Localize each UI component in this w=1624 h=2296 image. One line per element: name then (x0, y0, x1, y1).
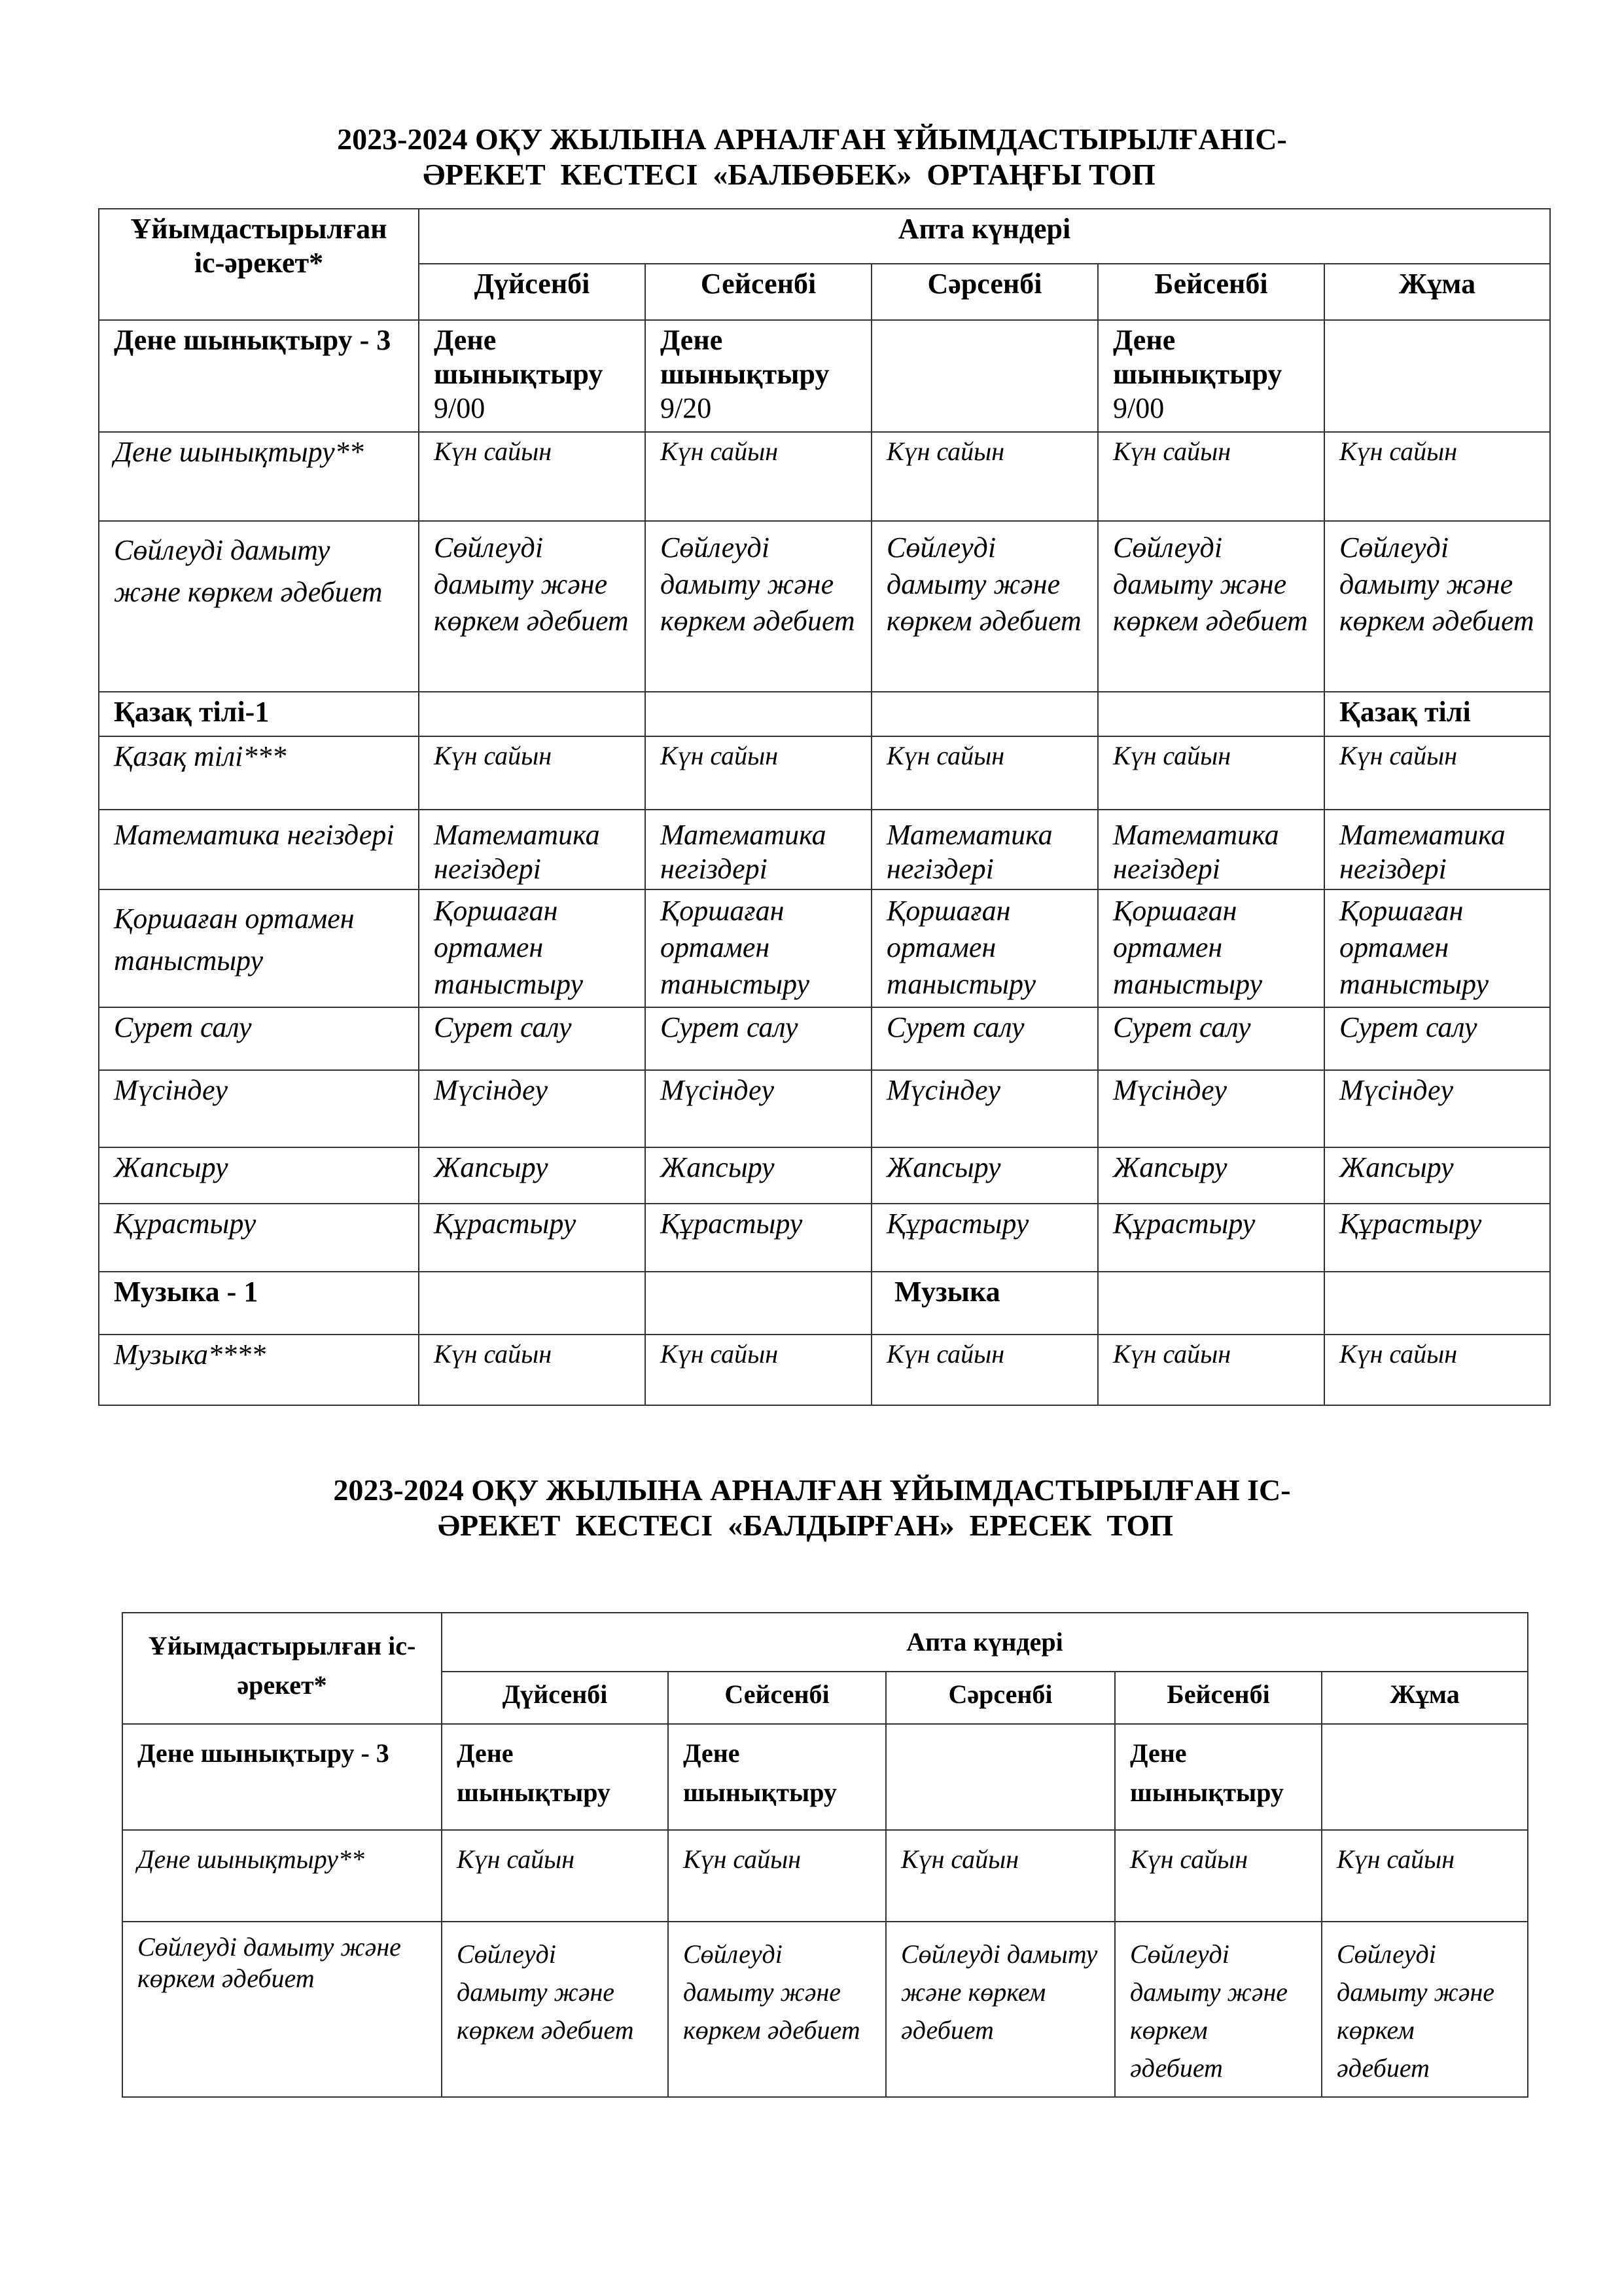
schedule2-day-0: Дүйсенбі (442, 1672, 668, 1724)
cell: Күн сайын (1098, 736, 1324, 810)
cell: Сөйлеуді дамыту және көркем әдебиет (1324, 521, 1550, 692)
row-label: Дене шынықтыру** (122, 1830, 442, 1922)
schedule2-day-2: Сәрсенбі (886, 1672, 1115, 1724)
cell: Күн сайын (419, 1335, 645, 1405)
cell: Құрастыру (1324, 1204, 1550, 1272)
cell: Мүсіндеу (419, 1070, 645, 1147)
cell: Күн сайын (872, 432, 1098, 521)
cell: Қоршаған ортамен таныстыру (645, 889, 872, 1007)
cell (419, 692, 645, 736)
table-row (99, 736, 1550, 810)
cell: Музыка (872, 1272, 1098, 1335)
schedule1-header-activity: Ұйымдастырылған іс-әрекет* (99, 209, 419, 320)
row-label: Сурет салу (99, 1007, 419, 1070)
table-row (99, 1204, 1550, 1272)
cell: Жапсыру (1098, 1147, 1324, 1204)
cell: Сөйлеуді дамыту және көркем әдебиет (1322, 1922, 1528, 2097)
cell (1324, 1272, 1550, 1335)
schedule2-table (122, 1612, 1528, 2098)
cell: Сөйлеуді дамыту және көркем әдебиет (645, 521, 872, 692)
schedule2-title-line2: ӘРЕКЕТ КЕСТЕСІ «БАЛДЫРҒАН» ЕРЕСЕК ТОП (437, 1509, 1174, 1542)
cell: Математика негіздері (872, 810, 1098, 889)
cell (1322, 1724, 1528, 1830)
schedule1-day-4: Жұма (1324, 264, 1550, 320)
row-label: Жапсыру (99, 1147, 419, 1204)
cell: Математика негіздері (1324, 810, 1550, 889)
cell: Дене шынықтыру (442, 1724, 668, 1830)
cell: Жапсыру (1324, 1147, 1550, 1204)
cell: Күн сайын (872, 736, 1098, 810)
cell: Жапсыру (872, 1147, 1098, 1204)
cell: Қазақ тілі (1324, 692, 1550, 736)
cell: Дене шынықтыру 9/00 (419, 320, 645, 432)
table-row (99, 889, 1550, 1007)
table-row (122, 1922, 1528, 2097)
schedule2-header-activity: Ұйымдастырылған іс-әрекет* (122, 1613, 442, 1724)
cell: Күн сайын (1098, 1335, 1324, 1405)
cell: Сурет салу (419, 1007, 645, 1070)
schedule2-day-4: Жұма (1322, 1672, 1528, 1724)
cell (645, 692, 872, 736)
cell: Күн сайын (419, 432, 645, 521)
cell: Дене шынықтыру (668, 1724, 886, 1830)
row-label: Дене шынықтыру - 3 (99, 320, 419, 432)
cell: Дене шынықтыру 9/00 (1098, 320, 1324, 432)
cell: Сөйлеуді дамыту және көркем әдебиет (668, 1922, 886, 2097)
schedule2-title (0, 1473, 1624, 1543)
cell: Күн сайын (1324, 736, 1550, 810)
cell: Сөйлеуді дамыту және көркем әдебиет (886, 1922, 1115, 2097)
cell: Сурет салу (1098, 1007, 1324, 1070)
cell: Сурет салу (645, 1007, 872, 1070)
table-row (99, 1070, 1550, 1147)
table-row (122, 1724, 1528, 1830)
cell (419, 1272, 645, 1335)
schedule1-day-0: Дүйсенбі (419, 264, 645, 320)
cell: Күн сайын (645, 1335, 872, 1405)
cell: Күн сайын (1115, 1830, 1322, 1922)
schedule1-title (0, 122, 1624, 192)
table-row (99, 320, 1550, 432)
row-label: Музыка - 1 (99, 1272, 419, 1335)
schedule2-title-line1: 2023-2024 ОҚУ ЖЫЛЫНА АРНАЛҒАН ҰЙЫМДАСТЫРЫЛҒАН ІС- (333, 1473, 1291, 1507)
cell (886, 1724, 1115, 1830)
cell: Күн сайын (442, 1830, 668, 1922)
cell: Сөйлеуді дамыту және көркем әдебиет (872, 521, 1098, 692)
row-label: Құрастыру (99, 1204, 419, 1272)
cell: Математика негіздері (1098, 810, 1324, 889)
table-row (99, 1007, 1550, 1070)
cell: Дене шынықтыру (1115, 1724, 1322, 1830)
row-label: Қазақ тілі*** (99, 736, 419, 810)
cell: Сурет салу (1324, 1007, 1550, 1070)
schedule1-day-3: Бейсенбі (1098, 264, 1324, 320)
cell: Мүсіндеу (872, 1070, 1098, 1147)
cell: Мүсіндеу (1098, 1070, 1324, 1147)
row-label: Музыка**** (99, 1335, 419, 1405)
cell: Құрастыру (419, 1204, 645, 1272)
cell: Жапсыру (419, 1147, 645, 1204)
cell: Жапсыру (645, 1147, 872, 1204)
cell (872, 320, 1098, 432)
cell: Күн сайын (419, 736, 645, 810)
row-label: Қазақ тілі-1 (99, 692, 419, 736)
table-row (99, 692, 1550, 736)
table-row (99, 521, 1550, 692)
cell: Күн сайын (1324, 432, 1550, 521)
cell: Сөйлеуді дамыту және көркем әдебиет (1115, 1922, 1322, 2097)
cell: Дене шынықтыру 9/20 (645, 320, 872, 432)
cell: Сөйлеуді дамыту және көркем әдебиет (419, 521, 645, 692)
schedule2-day-3: Бейсенбі (1115, 1672, 1322, 1724)
cell: Күн сайын (1322, 1830, 1528, 1922)
cell: Қоршаған ортамен таныстыру (1324, 889, 1550, 1007)
table-row (99, 1335, 1550, 1405)
cell: Күн сайын (1324, 1335, 1550, 1405)
cell: Сурет салу (872, 1007, 1098, 1070)
cell: Математика негіздері (645, 810, 872, 889)
schedule1-title-line1: 2023-2024 ОҚУ ЖЫЛЫНА АРНАЛҒАН ҰЙЫМДАСТЫРЫЛҒАНІС- (337, 122, 1287, 156)
cell: Құрастыру (645, 1204, 872, 1272)
schedule1-day-1: Сейсенбі (645, 264, 872, 320)
row-label: Сөйлеуді дамыту және көркем әдебиет (122, 1922, 442, 2097)
row-label: Мүсіндеу (99, 1070, 419, 1147)
cell: Күн сайын (645, 736, 872, 810)
cell: Күн сайын (1098, 432, 1324, 521)
cell (1324, 320, 1550, 432)
row-label: Сөйлеуді дамыту және көркем әдебиет (99, 521, 419, 692)
table-row (122, 1830, 1528, 1922)
row-label: Қоршаған ортамен таныстыру (99, 889, 419, 1007)
cell: Қоршаған ортамен таныстыру (419, 889, 645, 1007)
schedule1-table (98, 208, 1551, 1406)
table-row (99, 1272, 1550, 1335)
table-row (99, 1147, 1550, 1204)
schedule1-day-2: Сәрсенбі (872, 264, 1098, 320)
cell (1098, 1272, 1324, 1335)
table-row (99, 432, 1550, 521)
cell: Мүсіндеу (645, 1070, 872, 1147)
cell: Құрастыру (1098, 1204, 1324, 1272)
cell: Күн сайын (886, 1830, 1115, 1922)
schedule2-day-1: Сейсенбі (668, 1672, 886, 1724)
schedule1-title-line2: ӘРЕКЕТ КЕСТЕСІ «БАЛБӨБЕК» ОРТАҢҒЫ ТОП (423, 158, 1156, 191)
cell: Сөйлеуді дамыту және көркем әдебиет (442, 1922, 668, 2097)
cell (1098, 692, 1324, 736)
row-label: Дене шынықтыру** (99, 432, 419, 521)
schedule1-header-week: Апта күндері (419, 209, 1550, 264)
table-row (99, 810, 1550, 889)
cell: Күн сайын (668, 1830, 886, 1922)
cell (872, 692, 1098, 736)
cell: Қоршаған ортамен таныстыру (1098, 889, 1324, 1007)
cell: Қоршаған ортамен таныстыру (872, 889, 1098, 1007)
cell: Күн сайын (872, 1335, 1098, 1405)
cell: Құрастыру (872, 1204, 1098, 1272)
schedule2-header-week: Апта күндері (442, 1613, 1528, 1672)
cell (645, 1272, 872, 1335)
cell: Математика негіздері (419, 810, 645, 889)
row-label: Математика негіздері (99, 810, 419, 889)
row-label: Дене шынықтыру - 3 (122, 1724, 442, 1830)
cell: Күн сайын (645, 432, 872, 521)
cell: Сөйлеуді дамыту және көркем әдебиет (1098, 521, 1324, 692)
cell: Мүсіндеу (1324, 1070, 1550, 1147)
